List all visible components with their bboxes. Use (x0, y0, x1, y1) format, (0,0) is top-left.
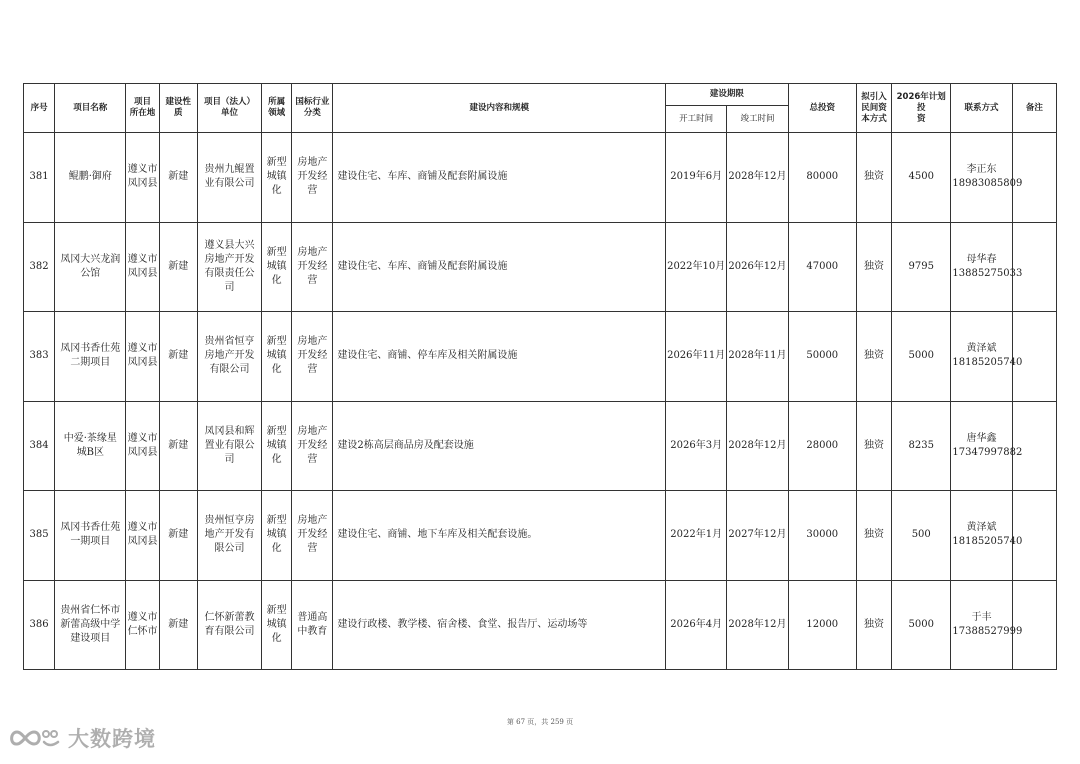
cell-index: 386 (24, 580, 55, 670)
projects-table (23, 83, 1057, 670)
cell-end: 2028年11月 (727, 312, 788, 402)
header-industry: 国标行业 分类 (292, 84, 333, 133)
cell-industry: 房地产 开发经 营 (292, 222, 333, 312)
cell-contact: 黄泽斌 18185205740 (951, 491, 1012, 581)
cell-plan-2026: 9795 (892, 222, 951, 312)
cell-end: 2027年12月 (727, 491, 788, 581)
cell-field: 新型 城镇 化 (262, 580, 292, 670)
cell-remark (1012, 580, 1056, 670)
header-index: 序号 (24, 84, 55, 133)
header-contact: 联系方式 (951, 84, 1012, 133)
watermark-text: 大数跨境 (68, 727, 156, 751)
cell-field: 新型 城镇 化 (262, 133, 292, 223)
cell-plan-2026: 500 (892, 491, 951, 581)
watermark (8, 722, 156, 754)
cell-capital-mode: 独资 (856, 580, 891, 670)
header-end: 竣工时间 (727, 106, 788, 133)
cell-start: 2026年4月 (666, 580, 727, 670)
header-nature: 建设性质 (159, 84, 197, 133)
cell-field: 新型 城镇 化 (262, 222, 292, 312)
header-field: 所属 领域 (262, 84, 292, 133)
cell-index: 382 (24, 222, 55, 312)
cell-plan-2026: 8235 (892, 401, 951, 491)
header-capital-mode: 拟引入 民间资 本方式 (856, 84, 891, 133)
cell-nature: 新建 (159, 222, 197, 312)
cell-contact: 于丰 17388527999 (951, 580, 1012, 670)
table-row (24, 312, 1057, 402)
cell-industry: 房地产 开发经 营 (292, 491, 333, 581)
cell-content: 建设住宅、车库、商铺及配套附属设施 (333, 133, 666, 223)
cell-nature: 新建 (159, 491, 197, 581)
cell-contact: 唐华鑫 17347997882 (951, 401, 1012, 491)
cell-name: 凤冈书香仕苑 二期项目 (55, 312, 126, 402)
cell-remark (1012, 222, 1056, 312)
cell-content: 建设2栋高层商品房及配套设施 (333, 401, 666, 491)
cell-end: 2028年12月 (727, 133, 788, 223)
cell-industry: 房地产 开发经 营 (292, 312, 333, 402)
cell-investment: 47000 (788, 222, 856, 312)
cell-location: 遵义市 凤冈县 (126, 222, 159, 312)
cell-unit: 遵义县大兴 房地产开发 有限责任公 司 (197, 222, 261, 312)
cell-nature: 新建 (159, 580, 197, 670)
cell-contact: 李正东 18983085809 (951, 133, 1012, 223)
cell-end: 2028年12月 (727, 401, 788, 491)
cell-name: 凤冈书香仕苑 一期项目 (55, 491, 126, 581)
cell-location: 遵义市 凤冈县 (126, 401, 159, 491)
cell-index: 384 (24, 401, 55, 491)
cell-nature: 新建 (159, 401, 197, 491)
cell-field: 新型 城镇 化 (262, 312, 292, 402)
header-start: 开工时间 (666, 106, 727, 133)
cell-content: 建设住宅、车库、商铺及配套附属设施 (333, 222, 666, 312)
header-period: 建设期限 (666, 84, 789, 106)
cell-index: 381 (24, 133, 55, 223)
cell-start: 2026年11月 (666, 312, 727, 402)
header-content: 建设内容和规模 (333, 84, 666, 133)
cell-nature: 新建 (159, 312, 197, 402)
cell-plan-2026: 5000 (892, 580, 951, 670)
cell-end: 2028年12月 (727, 580, 788, 670)
cell-capital-mode: 独资 (856, 133, 891, 223)
cell-capital-mode: 独资 (856, 401, 891, 491)
header-name: 项目名称 (55, 84, 126, 133)
cell-unit: 贵州省恒亨 房地产开发 有限公司 (197, 312, 261, 402)
cell-end: 2026年12月 (727, 222, 788, 312)
cell-investment: 28000 (788, 401, 856, 491)
table-row (24, 491, 1057, 581)
cell-name: 贵州省仁怀市 新蕾高级中学 建设项目 (55, 580, 126, 670)
cell-unit: 贵州恒亨房 地产开发有 限公司 (197, 491, 261, 581)
page-number: 第 67 页，共 259 页 (506, 718, 574, 726)
cell-location: 遵义市 凤冈县 (126, 133, 159, 223)
cell-field: 新型 城镇 化 (262, 401, 292, 491)
cell-name: 凤冈大兴龙润 公馆 (55, 222, 126, 312)
cell-start: 2026年3月 (666, 401, 727, 491)
cell-industry: 房地产 开发经 营 (292, 133, 333, 223)
cell-start: 2022年1月 (666, 491, 727, 581)
cell-contact: 黄泽斌 18185205740 (951, 312, 1012, 402)
cell-unit: 贵州九鲲置 业有限公司 (197, 133, 261, 223)
cell-content: 建设住宅、商铺、停车库及相关附属设施 (333, 312, 666, 402)
cell-location: 遵义市 仁怀市 (126, 580, 159, 670)
header-remark: 备注 (1012, 84, 1056, 133)
cell-contact: 母华春 13885275033 (951, 222, 1012, 312)
table-row (24, 222, 1057, 312)
cell-start: 2019年6月 (666, 133, 727, 223)
cell-industry: 房地产 开发经 营 (292, 401, 333, 491)
cell-investment: 12000 (788, 580, 856, 670)
cell-unit: 凤冈县和辉 置业有限公 司 (197, 401, 261, 491)
cell-content: 建设住宅、商铺、地下车库及相关配套设施。 (333, 491, 666, 581)
cell-capital-mode: 独资 (856, 312, 891, 402)
cell-name: 中爱·茶缘星 城B区 (55, 401, 126, 491)
cell-content: 建设行政楼、教学楼、宿舍楼、食堂、报告厅、运动场等 (333, 580, 666, 670)
cell-unit: 仁怀新蕾教 育有限公司 (197, 580, 261, 670)
cell-nature: 新建 (159, 133, 197, 223)
table-row (24, 401, 1057, 491)
cell-field: 新型 城镇 化 (262, 491, 292, 581)
cell-capital-mode: 独资 (856, 222, 891, 312)
cell-plan-2026: 4500 (892, 133, 951, 223)
cell-index: 383 (24, 312, 55, 402)
cell-location: 遵义市 凤冈县 (126, 491, 159, 581)
cell-industry: 普通高 中教育 (292, 580, 333, 670)
header-plan-2026: 2026年计划投 资 (892, 84, 951, 133)
cell-location: 遵义市 凤冈县 (126, 312, 159, 402)
header-location: 项目 所在地 (126, 84, 159, 133)
cell-name: 鲲鹏·御府 (55, 133, 126, 223)
cell-start: 2022年10月 (666, 222, 727, 312)
header-unit: 项目（法人） 单位 (197, 84, 261, 133)
cell-index: 385 (24, 491, 55, 581)
cell-investment: 30000 (788, 491, 856, 581)
cell-investment: 50000 (788, 312, 856, 402)
cell-remark (1012, 401, 1056, 491)
cell-plan-2026: 5000 (892, 312, 951, 402)
infinity-logo-icon (8, 722, 66, 754)
header-investment: 总投资 (788, 84, 856, 133)
table-row (24, 580, 1057, 670)
cell-capital-mode: 独资 (856, 491, 891, 581)
table-row (24, 133, 1057, 223)
cell-investment: 80000 (788, 133, 856, 223)
